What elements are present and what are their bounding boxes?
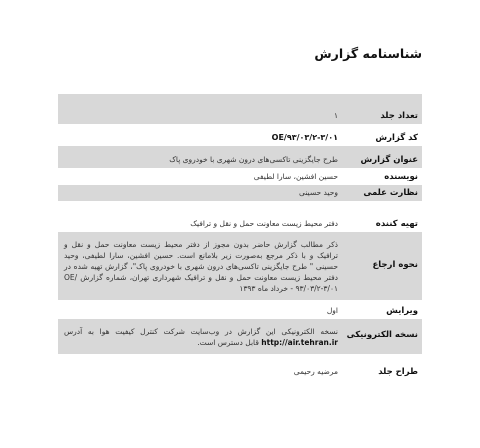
table-row-edition xyxy=(58,300,422,319)
row-label: کد گزارش xyxy=(375,133,418,143)
electronic-copy-text-end: قابل دسترس است. xyxy=(197,337,259,347)
row-label: طراح جلد xyxy=(378,367,418,377)
row-label: نظارت علمی xyxy=(363,188,418,198)
website-link[interactable]: http://air.tehran.ir xyxy=(261,337,338,347)
row-value: مرضیه رحیمی xyxy=(293,367,338,376)
row-value: دفتر محیط زیست معاونت حمل و نقل و ترافیک xyxy=(190,219,338,228)
table-row-report-title xyxy=(58,146,422,168)
table-row-electronic-copy xyxy=(58,319,422,354)
row-label: تعداد جلد xyxy=(380,111,418,121)
row-value: اول xyxy=(326,306,338,315)
row-value xyxy=(58,319,340,354)
row-label: نسخه الکترونیکی xyxy=(346,330,418,340)
table-row-supervision xyxy=(58,185,422,201)
row-value: حسین افشین، سارا لطیفی xyxy=(253,172,338,181)
page-title: شناسنامه گزارش xyxy=(314,46,422,61)
table-row-preparer xyxy=(58,201,422,232)
electronic-copy-text: نسخه الکترونیکی این گزارش در وب‌سایت شرکت کنترل کیفیت هوا به آدرس xyxy=(64,326,338,336)
row-value: طرح جایگزینی تاکسی‌های درون شهری با خودروی پاک xyxy=(169,155,338,164)
row-label: عنوان گزارش xyxy=(360,155,418,165)
table-row-citation xyxy=(58,232,422,300)
table-row-cover-designer xyxy=(58,354,422,380)
row-label: نویسنده xyxy=(384,172,418,182)
report-info-table xyxy=(58,94,422,380)
row-label: ویرایش xyxy=(386,306,418,316)
table-row-report-code xyxy=(58,124,422,146)
row-label: تهیه کننده xyxy=(375,219,418,229)
row-value: وحید حسینی xyxy=(299,188,338,197)
row-value: ۱ xyxy=(333,111,338,120)
table-row-author xyxy=(58,168,422,185)
row-value: ذکر مطالب گزارش حاضر بدون مجوز از دفتر محیط زیست معاونت حمل و نقل و ترافیک و با ذکر مرجع به‌صورت زیر بلامانع است. حسین افشین، سارا لطیفی، وحید حسینی " طرح جایگزینی تاکسی‌های درون شهری با خودروی پاک"، گزارش تهیه شده در دفتر محیط زیست معاونت حمل و نقل و ترافیک شهرداری تهران، شماره گزارش OE/۹۳/۰۳/۲-۳/۰۱ - خرداد ماه ۱۳۹۳ xyxy=(64,239,338,293)
row-label: نحوه ارجاع xyxy=(372,259,418,270)
table-row-volumes xyxy=(58,94,422,124)
row-value: OE/۹۳/۰۳/۲-۳/۰۱ xyxy=(271,133,338,142)
